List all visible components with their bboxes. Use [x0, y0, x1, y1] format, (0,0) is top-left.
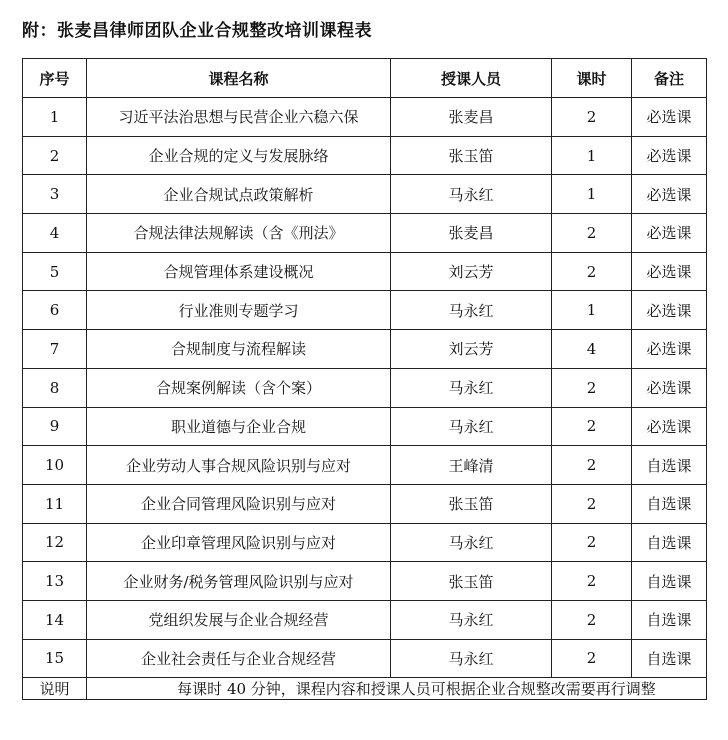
cell-teacher: 马永红 — [391, 175, 552, 214]
table-row — [23, 252, 707, 291]
cell-number: 14 — [23, 600, 87, 639]
cell-remark: 自选课 — [632, 446, 707, 485]
cell-number: 5 — [23, 252, 87, 291]
table-row — [23, 214, 707, 253]
table-row — [23, 600, 707, 639]
cell-hours: 2 — [552, 484, 632, 523]
cell-remark: 必选课 — [632, 368, 707, 407]
cell-hours: 2 — [552, 214, 632, 253]
cell-remark: 自选课 — [632, 600, 707, 639]
cell-remark: 自选课 — [632, 639, 707, 678]
cell-hours: 2 — [552, 446, 632, 485]
cell-teacher: 张玉笛 — [391, 136, 552, 175]
cell-remark: 必选课 — [632, 214, 707, 253]
table-row — [23, 446, 707, 485]
note-label: 说明 — [23, 678, 87, 700]
table-row — [23, 368, 707, 407]
note-text: 每课时 40 分钟，课程内容和授课人员可根据企业合规整改需要再行调整 — [87, 678, 707, 700]
header-hours: 课时 — [552, 59, 632, 98]
cell-course-name: 习近平法治思想与民营企业六稳六保 — [87, 98, 391, 137]
cell-remark: 自选课 — [632, 523, 707, 562]
cell-course-name: 合规案例解读（含个案） — [87, 368, 391, 407]
cell-number: 12 — [23, 523, 87, 562]
cell-course-name: 企业印章管理风险识别与应对 — [87, 523, 391, 562]
cell-remark: 必选课 — [632, 330, 707, 369]
cell-number: 10 — [23, 446, 87, 485]
header-course-name: 课程名称 — [87, 59, 391, 98]
cell-course-name: 党组织发展与企业合规经营 — [87, 600, 391, 639]
cell-hours: 2 — [552, 562, 632, 601]
table-row — [23, 407, 707, 446]
cell-number: 8 — [23, 368, 87, 407]
cell-number: 2 — [23, 136, 87, 175]
cell-number: 15 — [23, 639, 87, 678]
header-teacher: 授课人员 — [391, 59, 552, 98]
cell-course-name: 合规法律法规解读（含《刑法》 — [87, 214, 391, 253]
cell-remark: 自选课 — [632, 562, 707, 601]
cell-hours: 1 — [552, 291, 632, 330]
note-row — [23, 678, 707, 700]
table-row — [23, 330, 707, 369]
cell-hours: 1 — [552, 175, 632, 214]
table-row — [23, 98, 707, 137]
cell-number: 11 — [23, 484, 87, 523]
table-row — [23, 484, 707, 523]
cell-course-name: 企业劳动人事合规风险识别与应对 — [87, 446, 391, 485]
cell-teacher: 马永红 — [391, 523, 552, 562]
cell-course-name: 企业合规试点政策解析 — [87, 175, 391, 214]
table-row — [23, 136, 707, 175]
cell-remark: 自选课 — [632, 484, 707, 523]
cell-teacher: 张麦昌 — [391, 98, 552, 137]
cell-number: 6 — [23, 291, 87, 330]
cell-teacher: 刘云芳 — [391, 330, 552, 369]
cell-teacher: 马永红 — [391, 407, 552, 446]
cell-hours: 2 — [552, 368, 632, 407]
cell-remark: 必选课 — [632, 252, 707, 291]
cell-number: 7 — [23, 330, 87, 369]
table-row — [23, 639, 707, 678]
cell-remark: 必选课 — [632, 98, 707, 137]
table-row — [23, 562, 707, 601]
cell-course-name: 企业社会责任与企业合规经营 — [87, 639, 391, 678]
cell-number: 13 — [23, 562, 87, 601]
cell-remark: 必选课 — [632, 136, 707, 175]
cell-number: 1 — [23, 98, 87, 137]
cell-number: 9 — [23, 407, 87, 446]
header-remark: 备注 — [632, 59, 707, 98]
cell-teacher: 马永红 — [391, 600, 552, 639]
cell-remark: 必选课 — [632, 407, 707, 446]
cell-hours: 2 — [552, 639, 632, 678]
document-title: 附：张麦昌律师团队企业合规整改培训课程表 — [22, 21, 372, 41]
cell-teacher: 张玉笛 — [391, 484, 552, 523]
cell-course-name: 行业准则专题学习 — [87, 291, 391, 330]
cell-teacher: 张玉笛 — [391, 562, 552, 601]
cell-teacher: 王峰清 — [391, 446, 552, 485]
cell-number: 3 — [23, 175, 87, 214]
cell-hours: 2 — [552, 98, 632, 137]
cell-teacher: 马永红 — [391, 639, 552, 678]
cell-hours: 2 — [552, 523, 632, 562]
cell-course-name: 合规管理体系建设概况 — [87, 252, 391, 291]
cell-hours: 2 — [552, 600, 632, 639]
cell-teacher: 张麦昌 — [391, 214, 552, 253]
cell-teacher: 马永红 — [391, 291, 552, 330]
table-header-row — [23, 59, 707, 98]
cell-remark: 必选课 — [632, 175, 707, 214]
cell-course-name: 合规制度与流程解读 — [87, 330, 391, 369]
cell-teacher: 刘云芳 — [391, 252, 552, 291]
cell-course-name: 企业合规的定义与发展脉络 — [87, 136, 391, 175]
cell-hours: 1 — [552, 136, 632, 175]
cell-teacher: 马永红 — [391, 368, 552, 407]
cell-course-name: 职业道德与企业合规 — [87, 407, 391, 446]
table-row — [23, 291, 707, 330]
cell-hours: 4 — [552, 330, 632, 369]
cell-remark: 必选课 — [632, 291, 707, 330]
table-row — [23, 175, 707, 214]
table-row — [23, 523, 707, 562]
header-number: 序号 — [23, 59, 87, 98]
cell-number: 4 — [23, 214, 87, 253]
course-schedule-table — [22, 58, 707, 700]
cell-hours: 2 — [552, 252, 632, 291]
cell-course-name: 企业财务/税务管理风险识别与应对 — [87, 562, 391, 601]
cell-course-name: 企业合同管理风险识别与应对 — [87, 484, 391, 523]
cell-hours: 2 — [552, 407, 632, 446]
